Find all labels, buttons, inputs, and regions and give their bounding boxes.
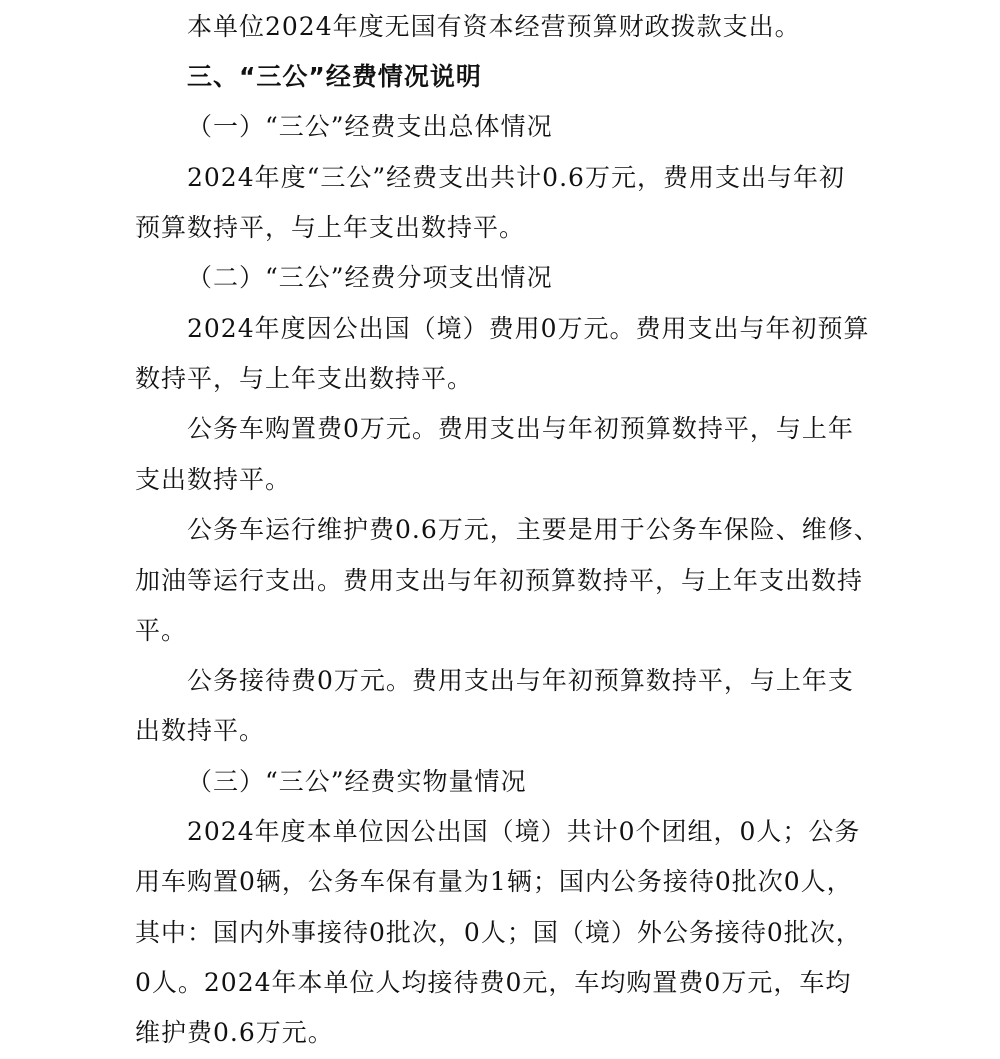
subsection-heading: （一）“三公”经费支出总体情况 (187, 112, 553, 141)
paragraph-line: 预算数持平，与上年支出数持平。 (135, 213, 526, 242)
paragraph-line: 数持平，与上年支出数持平。 (135, 364, 474, 393)
paragraph-line: 公务接待费0万元。费用支出与年初预算数持平，与上年支 (187, 666, 854, 695)
paragraph-line: 支出数持平。 (135, 465, 292, 494)
subsection-heading: （三）“三公”经费实物量情况 (187, 767, 527, 796)
paragraph-line: 0人。2024年本单位人均接待费0元，车均购置费0万元，车均 (135, 968, 852, 997)
section-heading: 三、“三公”经费情况说明 (187, 62, 482, 91)
paragraph-line: 公务车运行维护费0.6万元，主要是用于公务车保险、维修、 (187, 515, 880, 544)
subsection-heading: （二）“三公”经费分项支出情况 (187, 263, 553, 292)
paragraph-line: 2024年度本单位因公出国（境）共计0个团组，0人；公务 (187, 817, 861, 846)
paragraph-line: 用车购置0辆，公务车保有量为1辆；国内公务接待0批次0人， (135, 867, 853, 896)
paragraph-line: 2024年度因公出国（境）费用0万元。费用支出与年初预算 (187, 314, 870, 343)
paragraph-line: 加油等运行支出。费用支出与年初预算数持平，与上年支出数持 (135, 566, 864, 595)
paragraph-line: 出数持平。 (135, 716, 266, 745)
paragraph-line: 其中：国内外事接待0批次，0人；国（境）外公务接待0批次， (135, 918, 862, 947)
paragraph-line: 2024年度“三公”经费支出共计0.6万元，费用支出与年初 (187, 163, 845, 192)
paragraph-line: 平。 (135, 616, 188, 645)
paragraph-line: 公务车购置费0万元。费用支出与年初预算数持平，与上年 (187, 414, 854, 443)
paragraph-line: 本单位2024年度无国有资本经营预算财政拨款支出。 (187, 12, 801, 41)
paragraph-line: 维护费0.6万元。 (135, 1018, 334, 1047)
